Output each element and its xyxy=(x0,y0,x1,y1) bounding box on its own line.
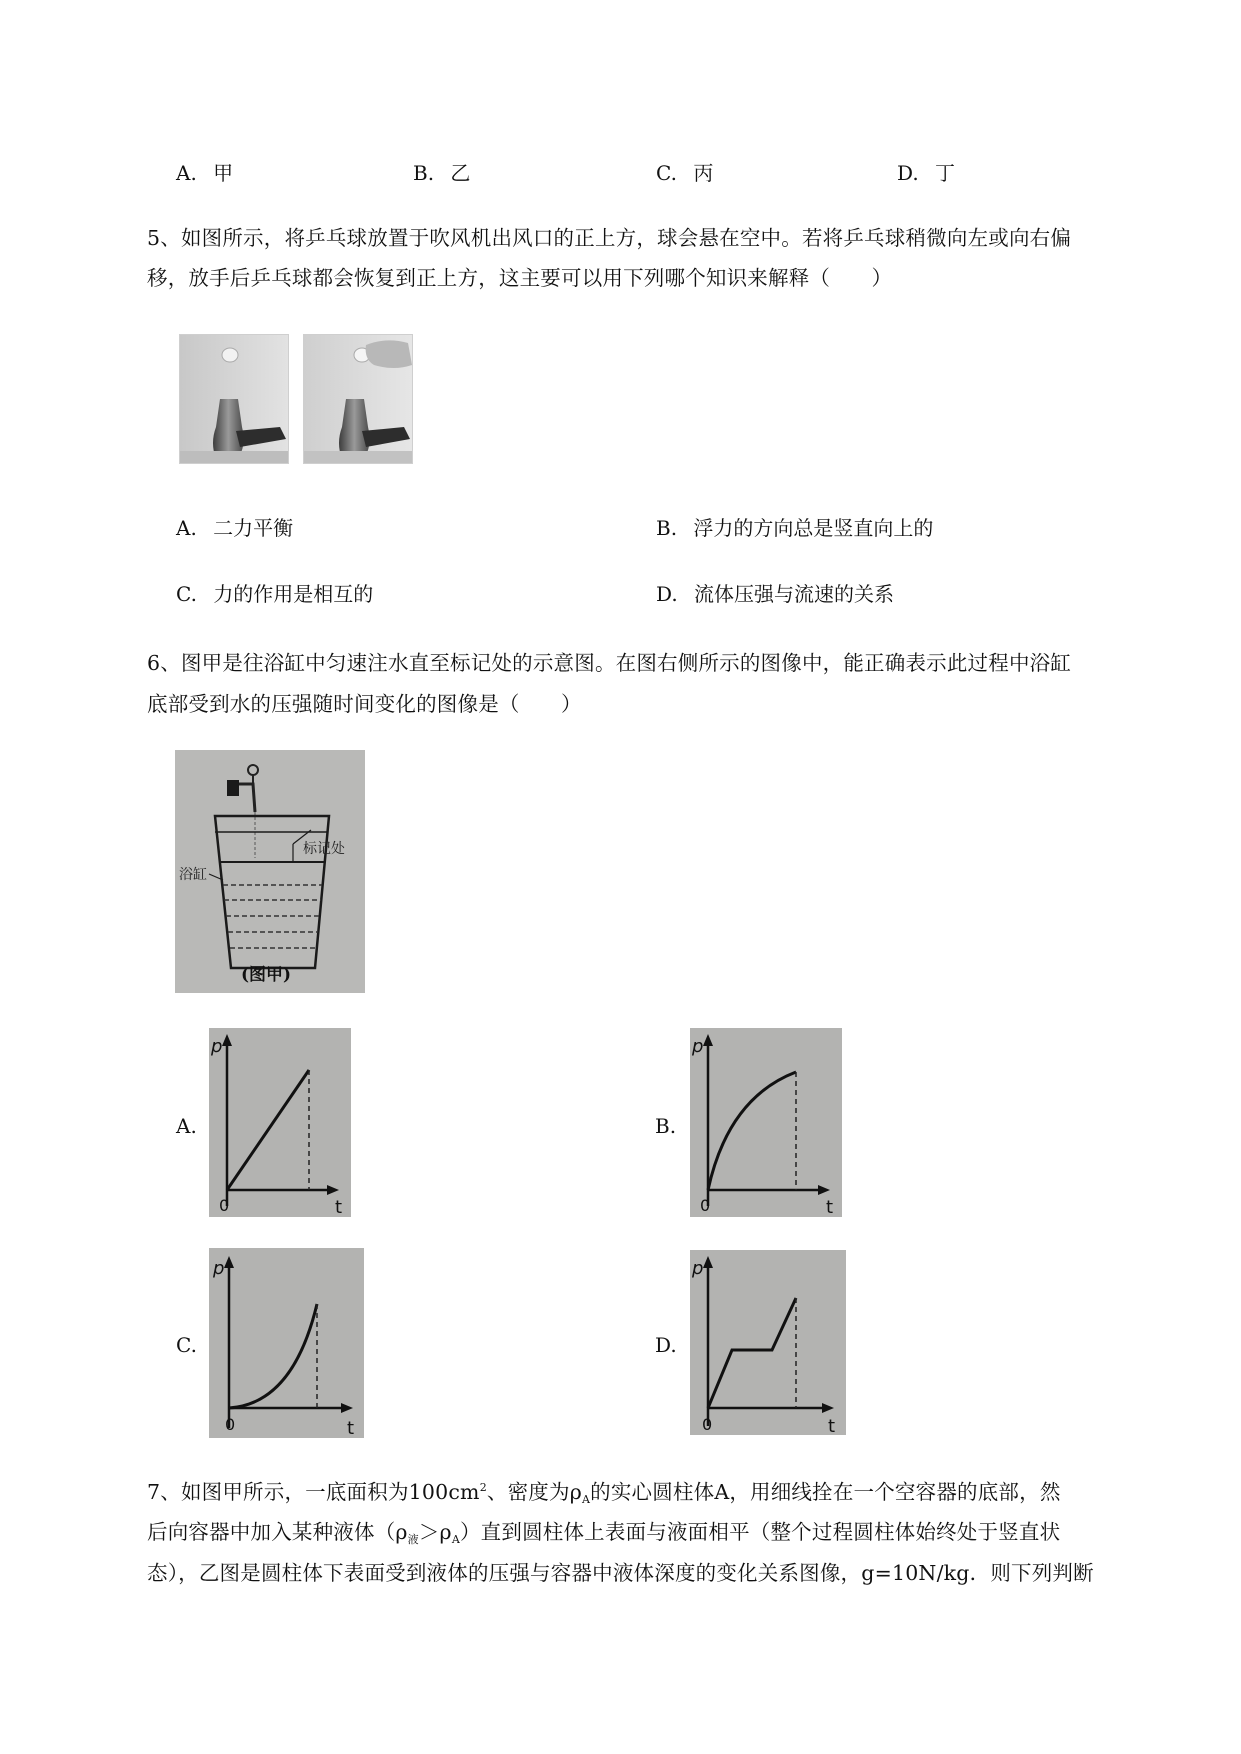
axis-x-label: t xyxy=(828,1416,836,1435)
axis-y-label: p xyxy=(213,1258,225,1279)
q5-photo-left xyxy=(179,334,289,464)
q5-option-d xyxy=(656,578,894,607)
q5-stem-line1: 5、如图所示，将乒乓球放置于吹风机出风口的正上方，球会悬在空中。若将乒乓球稍微向左或向右偏 xyxy=(147,226,1072,250)
faucet-handle-icon xyxy=(227,780,239,796)
q6-graph-a xyxy=(209,1028,351,1217)
q4-option-c xyxy=(656,157,713,186)
q4-option-b xyxy=(413,157,470,186)
hand-hair-dryer-image xyxy=(304,335,412,463)
q6-figure-jia xyxy=(175,750,365,993)
option-text: 浮力的方向总是竖直向上的 xyxy=(693,516,934,540)
option-text: 力的作用是相互的 xyxy=(213,582,374,606)
figure-caption: (图甲) xyxy=(241,965,292,985)
q6-option-c-label: C. xyxy=(176,1333,197,1357)
option-text: 乙 xyxy=(450,161,471,185)
q4-option-d xyxy=(897,157,955,186)
q6-stem-line2: 底部受到水的压强随时间变化的图像是（ ） xyxy=(147,692,582,716)
axis-origin-label: 0 xyxy=(700,1196,711,1215)
q4-option-a xyxy=(176,157,233,186)
q6-option-a-label: A. xyxy=(176,1114,197,1138)
q6-option-b-label: B. xyxy=(655,1114,677,1138)
q5-option-c xyxy=(176,578,373,607)
q7-stem-line2: 后向容器中加入某种液体$(\rho_液>\rho_A)$直到圆柱体上表面与液面相平（整个过程圆柱体始终处于竖直状 xyxy=(147,1520,1061,1546)
option-label: A. xyxy=(176,516,197,540)
axis-x-label: t xyxy=(347,1418,355,1438)
q6-graph-c xyxy=(209,1248,364,1438)
q6-graph-b xyxy=(690,1028,842,1217)
axis-x-label: t xyxy=(335,1197,343,1217)
q6-option-d-label: D. xyxy=(655,1333,677,1357)
axis-y-label: p xyxy=(692,1258,704,1279)
option-text: 丙 xyxy=(693,161,714,185)
q7-stem-line1: 7、如图甲所示，一底面积为$100cm^2$、密度为$\rho_A$的实心圆柱体A，用细线拴在一个空容器的底部，然 xyxy=(147,1480,1061,1506)
mark-label: 标记处 xyxy=(303,841,345,857)
axis-x-label: t xyxy=(826,1197,834,1217)
option-text: 丁 xyxy=(935,161,956,185)
pressure-time-graph-linear xyxy=(209,1028,351,1217)
option-label: D. xyxy=(897,161,919,185)
q6-graph-d xyxy=(690,1250,846,1435)
option-text: 甲 xyxy=(213,161,234,185)
axis-origin-label: 0 xyxy=(702,1415,713,1434)
option-text: 流体压强与流速的关系 xyxy=(694,582,895,606)
pressure-time-graph-concave xyxy=(690,1028,842,1217)
q5-stem-line2: 移，放手后乒乓球都会恢复到正上方，这主要可以用下列哪个知识来解释（ ） xyxy=(147,266,893,290)
pressure-time-graph-stepped xyxy=(690,1250,846,1435)
option-label: B. xyxy=(656,516,678,540)
option-text: 二力平衡 xyxy=(213,516,294,540)
pressure-time-graph-convex xyxy=(209,1248,364,1438)
axis-origin-label: 0 xyxy=(219,1196,230,1215)
option-label: C. xyxy=(176,582,197,606)
q5-photo-right xyxy=(303,334,413,464)
q5-option-b xyxy=(656,512,933,541)
hair-dryer-ball-image xyxy=(180,335,288,463)
q7-stem-line3: 态），乙图是圆柱体下表面受到液体的压强与容器中液体深度的变化关系图像，g=10N/kg．则下列判断 xyxy=(147,1561,1094,1585)
option-label: B. xyxy=(413,161,435,185)
option-label: D. xyxy=(656,582,678,606)
option-label: C. xyxy=(656,161,677,185)
q5-option-a xyxy=(176,512,293,541)
q6-stem-line1: 6、图甲是往浴缸中匀速注水直至标记处的示意图。在图右侧所示的图像中，能正确表示此过程中浴缸 xyxy=(147,651,1072,675)
option-label: A. xyxy=(176,161,197,185)
axis-origin-label: 0 xyxy=(225,1415,236,1434)
tub-label: 浴缸 xyxy=(179,867,207,883)
axis-y-label: p xyxy=(211,1036,223,1057)
axis-y-label: p xyxy=(692,1036,704,1057)
